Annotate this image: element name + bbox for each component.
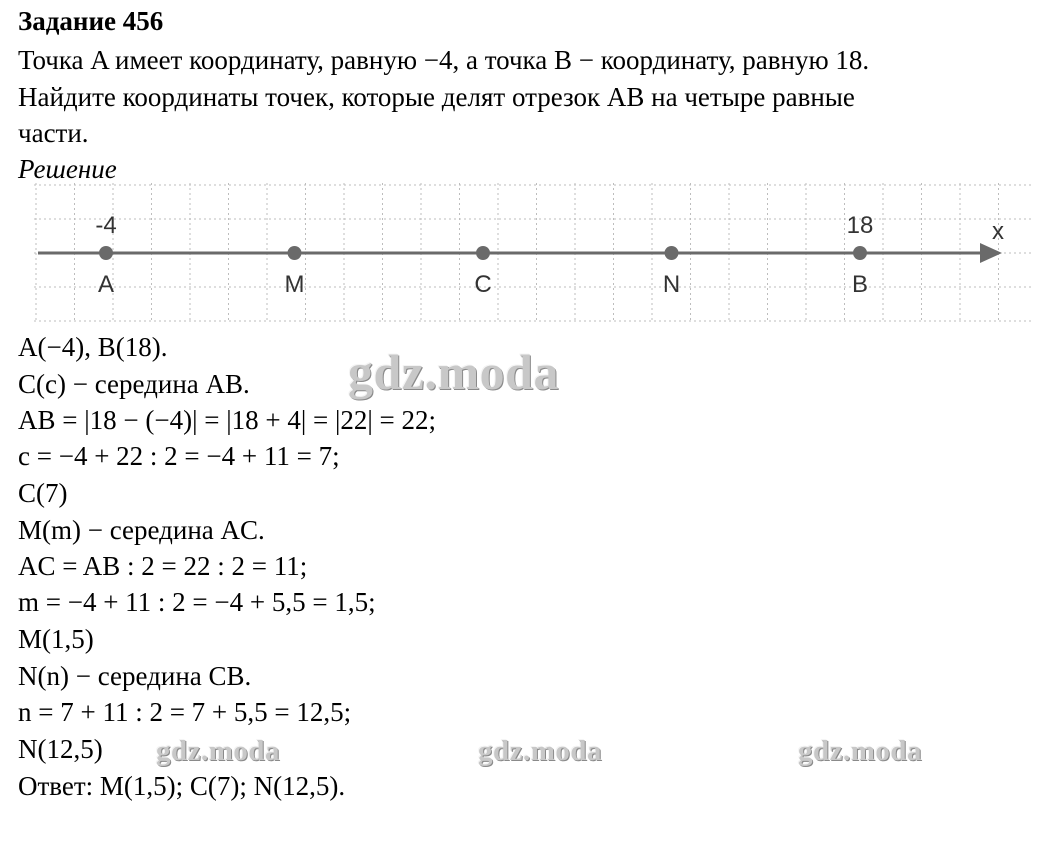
- point-n: [665, 246, 679, 260]
- point-value-b: 18: [846, 212, 874, 239]
- point-c: [476, 246, 490, 260]
- solution-line-1: A(−4), B(18).: [18, 332, 168, 362]
- solution-label: Решение: [18, 154, 117, 184]
- solution-line-10: N(n) − середина CB.: [18, 661, 252, 691]
- axis-label: x: [992, 218, 1004, 245]
- point-label-b: B: [851, 271, 869, 298]
- point-label-a: A: [97, 271, 115, 298]
- point-b: [853, 246, 867, 260]
- watermark-1: gdz.moda: [156, 735, 281, 767]
- number-line-svg: [34, 183, 1034, 323]
- statement-line-1: Точка A имеет координату, равную −4, а точка B − координату, равную 18.: [18, 45, 870, 75]
- point-m: [288, 246, 302, 260]
- point-label-c: C: [474, 271, 492, 298]
- solution-line-9: M(1,5): [18, 624, 94, 654]
- task-title: Задание 456: [18, 6, 164, 36]
- solution-line-11: n = 7 + 11 : 2 = 7 + 5,5 = 12,5;: [18, 697, 352, 727]
- watermark-2: gdz.moda: [478, 735, 603, 767]
- solution-line-12: N(12,5): [18, 734, 103, 764]
- point-value-a: -4: [95, 212, 117, 239]
- solution-line-8: m = −4 + 11 : 2 = −4 + 5,5 = 1,5;: [18, 587, 376, 617]
- statement-line-2: Найдите координаты точек, которые делят отрезок AB на четыре равные: [18, 82, 855, 112]
- statement-line-3: части.: [18, 118, 89, 148]
- solution-line-6: M(m) − середина AC.: [18, 515, 265, 545]
- solution-line-7: AC = AB : 2 = 22 : 2 = 11;: [18, 551, 308, 581]
- point-label-n: N: [662, 271, 681, 298]
- solution-line-4: c = −4 + 22 : 2 = −4 + 11 = 7;: [18, 441, 340, 471]
- point-label-m: M: [284, 271, 305, 298]
- answer-line: Ответ: M(1,5); C(7); N(12,5).: [18, 771, 346, 801]
- solution-line-2: C(c) − середина AB.: [18, 369, 250, 399]
- number-line-points: [95, 212, 873, 298]
- solution-line-5: C(7): [18, 478, 68, 508]
- point-a: [99, 246, 113, 260]
- solution-line-3: AB = |18 − (−4)| = |18 + 4| = |22| = 22;: [18, 405, 437, 435]
- number-line-diagram: [34, 183, 1034, 323]
- watermark-3: gdz.moda: [798, 735, 923, 767]
- watermark-main: gdz.moda: [348, 344, 559, 400]
